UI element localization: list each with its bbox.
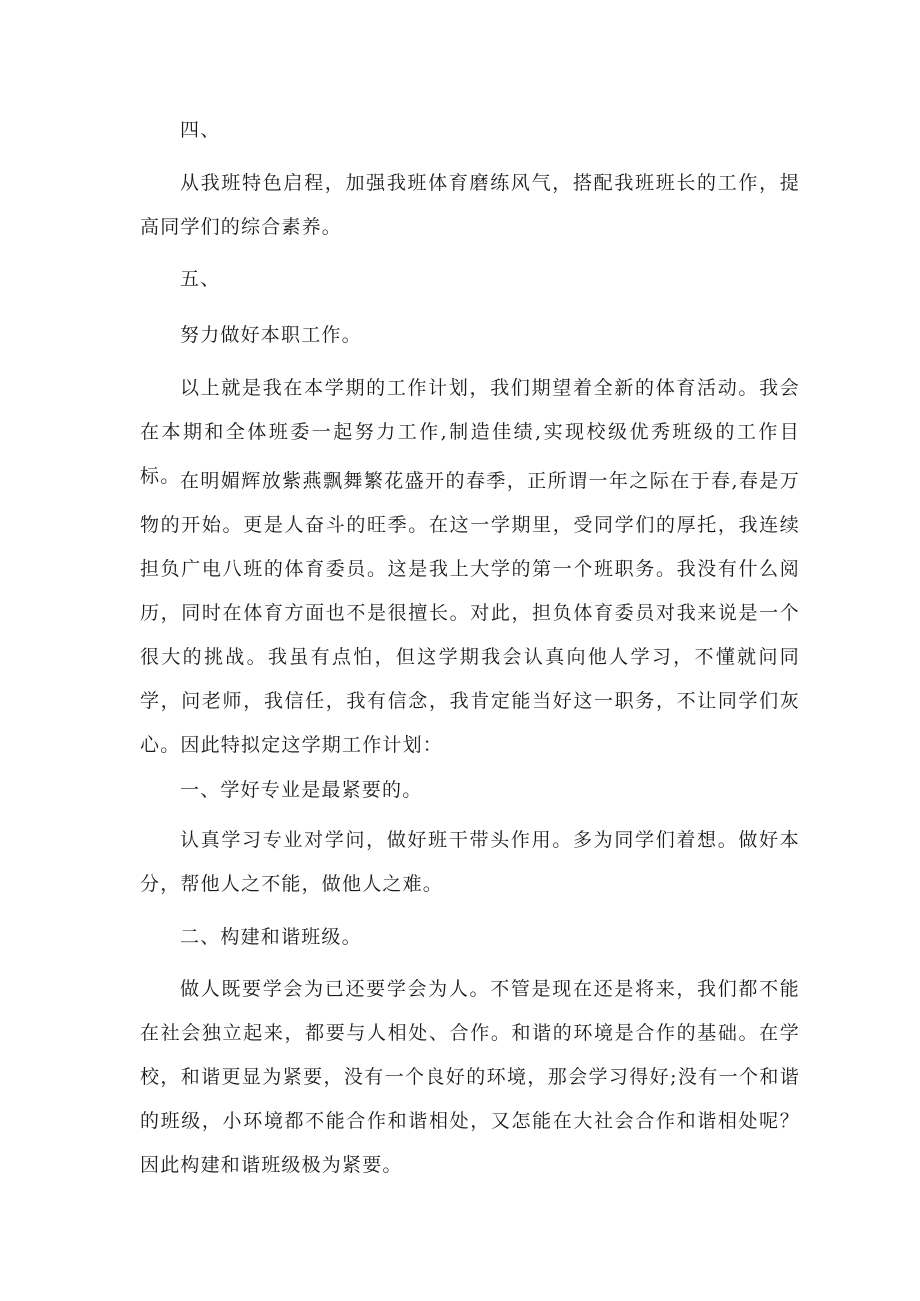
paragraph-plan-summary: 以上就是我在本学期的工作计划，我们期望着全新的体育活动。我会在本期和全体班委一起努力工作,制造佳绩,实现校级优秀班级的工作目标。 [140, 377, 800, 487]
section-heading-one: 一、学好专业是最紧要的。 [180, 779, 423, 801]
paragraph-study: 认真学习专业对学问，做好班干带头作用。多为同学们着想。做好本分，帮他人之不能，做他人之难。 [140, 829, 800, 895]
paragraph-duty: 努力做好本职工作。 [180, 324, 362, 346]
paragraph-spring-intro: 在明媚辉放紫燕飘舞繁花盛开的春季，正所谓一年之际在于春,春是万物的开始。更是人奋斗的旺季。在这一学期里，受同学们的厚托，我连续担负广电八班的体育委员。这是我上大学的第一个班职务。我没有什么阅历，同时在体育方面也不是很擅长。对此，担负体育委员对我来说是一个很大的挑战。我虽有点怕，但这学期我会认真向他人学习，不懂就问同学，问老师，我信任，我有信念，我肯定能当好这一职务，不让同学们灰心。因此特拟定这学期工作计划： [140, 470, 800, 756]
paragraph-harmony: 做人既要学会为已还要学会为人。不管是现在还是将来，我们都不能在社会独立起来，都要与人相处、合作。和谐的环境是合作的基础。在学校，和谐更显为紧要，没有一个良好的环境，那会学习得好;没有一个和谐的班级，小环境都不能合作和谐相处，又怎能在大社会合作和谐相处呢？因此构建和谐班级极为紧要。 [140, 978, 800, 1176]
section-heading-two: 二、构建和谐班级。 [180, 926, 362, 948]
section-heading-four: 四、 [180, 119, 221, 141]
paragraph-class-feature: 从我班特色启程，加强我班体育磨练风气，搭配我班班长的工作，提高同学们的综合素养。 [140, 172, 800, 238]
section-heading-five: 五、 [180, 268, 221, 290]
